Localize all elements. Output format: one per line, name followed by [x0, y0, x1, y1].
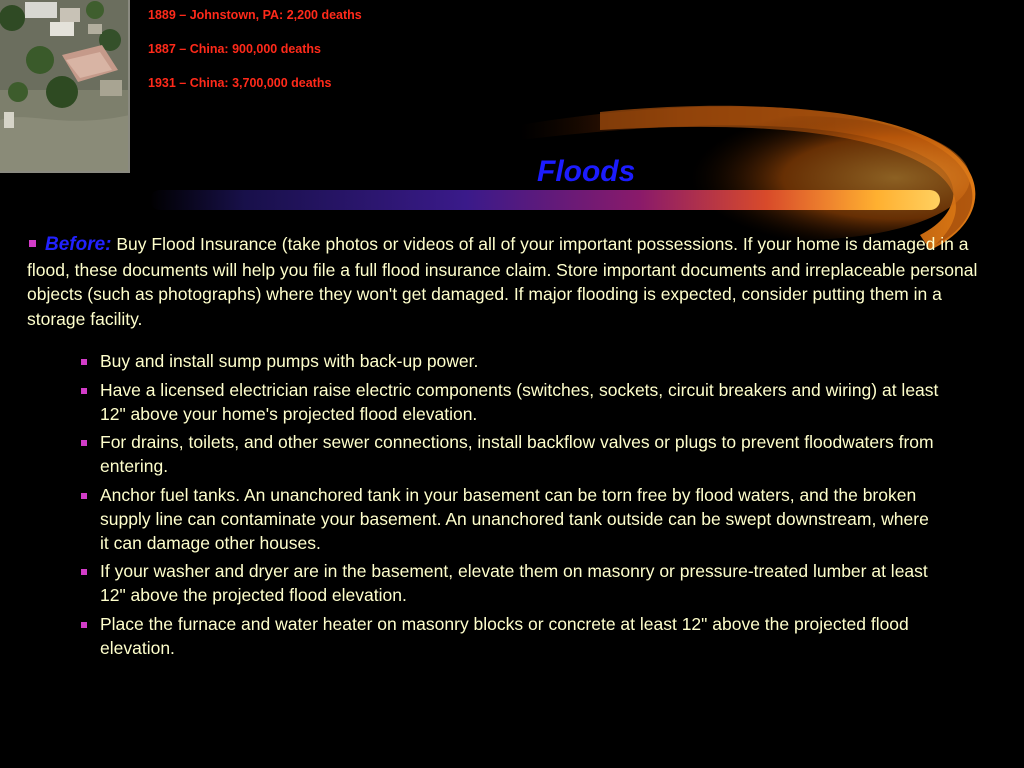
swoosh-glow — [630, 116, 970, 240]
flood-death-stats — [148, 7, 362, 109]
tip-sump-pumps: Buy and install sump pumps with back-up power. — [80, 349, 940, 373]
tips-list — [80, 349, 940, 660]
tip-washer-dryer: If your washer and dryer are in the basement, elevate them on masonry or pressure-treated lumber at least 12" above the projected flood elevation. — [80, 559, 940, 607]
tip-fuel-tanks: Anchor fuel tanks. An unanchored tank in your basement can be torn free by flood waters, and the broken supply line can contaminate your basement. An unanchored tank outside can be swept downstream, where it can damage other houses. — [80, 483, 940, 555]
tip-furnace: Place the furnace and water heater on masonry blocks or concrete at least 12" above the projected flood elevation. — [80, 612, 940, 660]
swoosh-bar — [150, 190, 940, 210]
flood-photo — [0, 0, 130, 173]
before-label: Before: — [45, 234, 112, 255]
before-paragraph — [27, 232, 1002, 331]
slide-title: Floods — [537, 155, 636, 188]
tip-electrical: Have a licensed electrician raise electric components (switches, sockets, circuit breakers and wiring) at least 12" above your home's projected flood elevation. — [80, 378, 940, 426]
flood-photo-image — [0, 0, 130, 173]
tip-backflow-valves: For drains, toilets, and other sewer connections, install backflow valves or plugs to prevent floodwaters from entering. — [80, 430, 940, 478]
before-text: Buy Flood Insurance (take photos or videos of all of your important possessions. If your home is damaged in a flood, these documents will help you file a full flood insurance claim. Store important documents and irreplaceable personal objects (such as photographs) where they won't get damaged. If major flooding is expected, consider putting them in a storage facility. — [27, 234, 978, 329]
stat-china-1887: 1887 – China: 900,000 deaths — [148, 42, 322, 56]
bullet-icon — [29, 240, 36, 247]
stat-china-1931: 1931 – China: 3,700,000 deaths — [148, 76, 332, 90]
stat-johnstown: 1889 – Johnstown, PA: 2,200 deaths — [148, 8, 362, 22]
